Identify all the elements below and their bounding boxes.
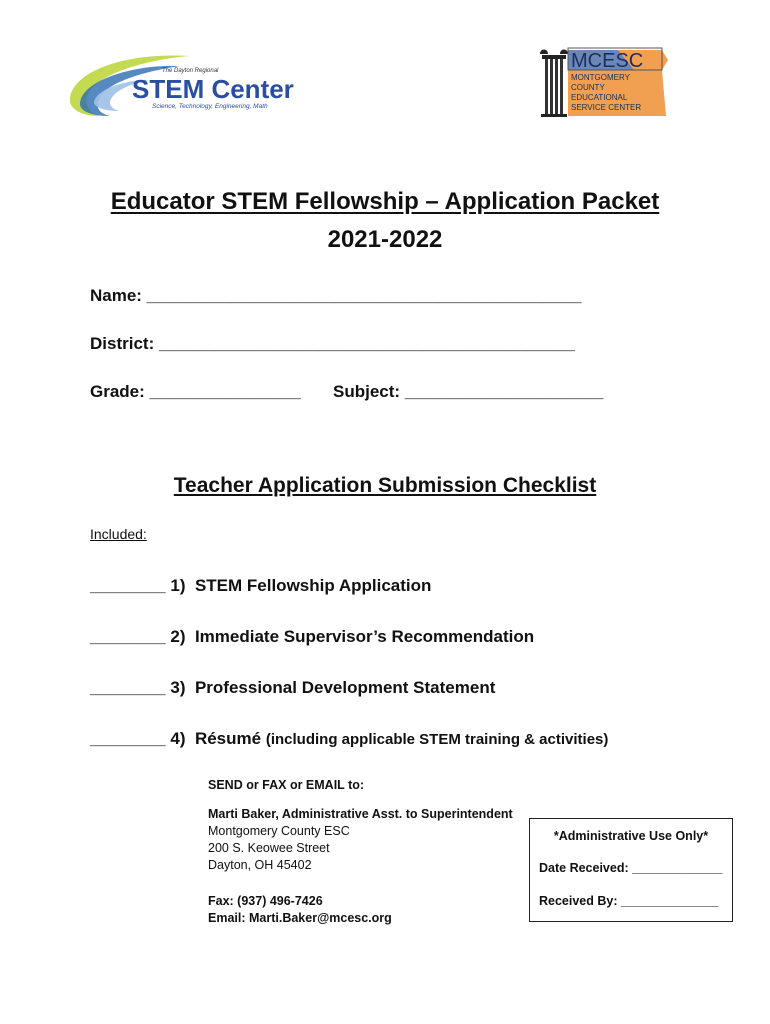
subject-field[interactable]: Subject: _____________________ [333, 382, 604, 401]
stem-center-logo [60, 44, 300, 126]
svg-text:MCESC: MCESC [571, 50, 644, 72]
page-title: Educator STEM Fellowship – Application Packet [110, 188, 660, 215]
svg-text:STEM Center: STEM Center [132, 74, 294, 104]
checklist-blank: ________ [90, 678, 166, 697]
fax-number: Fax: (937) 496-7426 [208, 894, 323, 908]
mcesc-logo [538, 46, 670, 118]
checklist-heading: Teacher Application Submission Checklist [173, 474, 597, 497]
date-received-field[interactable]: Date Received: _____________ [539, 861, 723, 875]
checklist-number: 2) [170, 627, 186, 646]
organization: Montgomery County ESC [208, 824, 350, 838]
svg-text:EDUCATIONAL: EDUCATIONAL [571, 93, 628, 102]
checklist-label: Résumé [194, 729, 262, 748]
included-label: Included: [90, 526, 147, 542]
svg-text:COUNTY: COUNTY [571, 83, 605, 92]
send-heading: SEND or FAX or EMAIL to: [208, 778, 365, 792]
admin-use-box [529, 818, 733, 922]
checklist-number: 3) [170, 678, 186, 697]
svg-text:Science, Technology, Engineeri: Science, Technology, Engineering, Math [152, 103, 268, 110]
grade-field[interactable]: Grade: ________________ [90, 382, 301, 401]
street-address: 200 S. Keowee Street [208, 841, 330, 855]
admin-box-title: *Administrative Use Only* [553, 829, 709, 843]
checklist-blank: ________ [90, 729, 166, 748]
checklist-label: Immediate Supervisor’s Recommendation [194, 627, 535, 646]
contact-block [208, 893, 392, 927]
district-field[interactable]: District: ____________________________________________ [90, 334, 575, 353]
checklist-label: Professional Development Statement [194, 678, 496, 697]
checklist-item-recommendation[interactable] [90, 627, 534, 647]
contact-name: Marti Baker, Administrative Asst. to Superintendent [208, 807, 513, 821]
svg-text:SERVICE CENTER: SERVICE CENTER [571, 103, 642, 112]
email-address[interactable]: Email: Marti.Baker@mcesc.org [208, 911, 392, 925]
name-field[interactable]: Name: ______________________________________________ [90, 286, 582, 305]
checklist-blank: ________ [90, 576, 166, 595]
address-block [208, 806, 513, 874]
checklist-number: 1) [170, 576, 186, 595]
checklist-blank: ________ [90, 627, 166, 646]
checklist-item-resume[interactable] [90, 729, 608, 749]
checklist-label: STEM Fellowship Application [194, 576, 432, 595]
checklist-item-pd-statement[interactable] [90, 678, 495, 698]
svg-text:The Dayton Regional: The Dayton Regional [162, 68, 219, 74]
school-year: 2021-2022 [327, 226, 443, 253]
svg-text:MONTGOMERY: MONTGOMERY [571, 73, 630, 82]
city-state-zip: Dayton, OH 45402 [208, 858, 312, 872]
checklist-note: (including applicable STEM training & activities) [265, 731, 609, 748]
received-by-field[interactable]: Received By: ______________ [539, 894, 719, 908]
checklist-item-application[interactable] [90, 576, 431, 596]
checklist-number: 4) [170, 729, 186, 748]
